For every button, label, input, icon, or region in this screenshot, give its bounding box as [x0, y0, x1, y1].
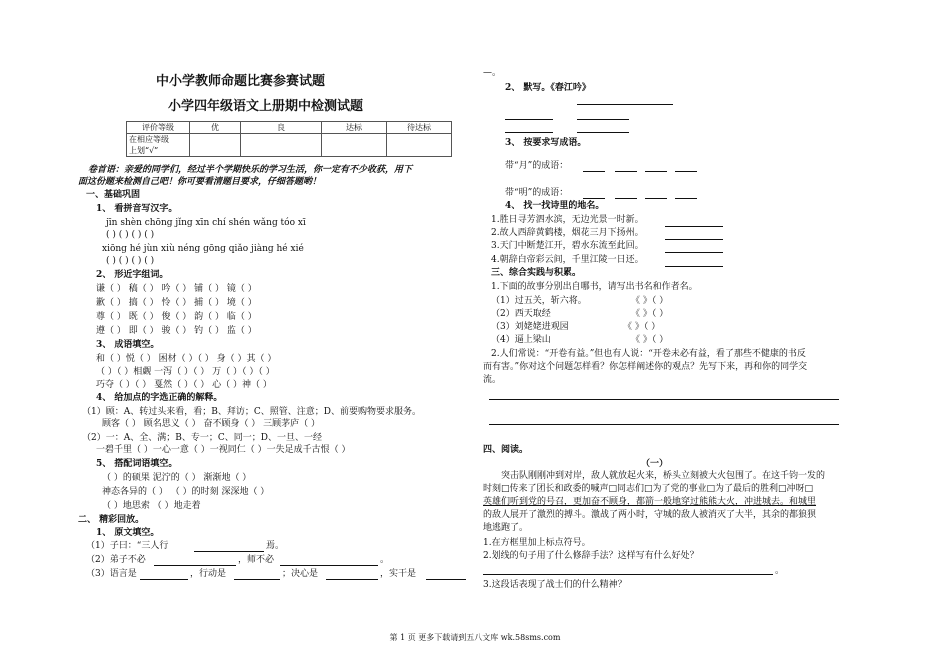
blank-line[interactable]: [194, 551, 264, 552]
answer-line[interactable]: [489, 424, 839, 425]
bright-idioms-label: 带“明”的成语：: [505, 188, 569, 198]
page-footer: 第 1 页 更多下载请到五八文库 wk.58sms.com: [389, 633, 561, 642]
blank-line[interactable]: [326, 579, 378, 580]
blank-line[interactable]: [577, 104, 673, 105]
reading-paragraph-underlined: 英雄们听到党的号召，更加奋不顾身，都箭一般地穿过熊熊大火，冲进城去。和城里: [483, 497, 817, 507]
reading-paragraph: 的敌人展开了激烈的搏斗。激战了两小时，守城的敌人被消灭了大半，其余的都狼狈: [483, 510, 817, 520]
blank-line[interactable]: [665, 226, 723, 227]
q1-heading: 1、 看拼音写汉字。: [96, 204, 178, 214]
continuation-mark: —。: [483, 68, 502, 78]
reading-question: 1.在方框里加上标点符号。: [483, 538, 591, 548]
poem-line: 2.故人西辞黄鹤楼，烟花三月下扬州。: [491, 228, 644, 238]
fill-line: （3）语言是: [86, 569, 137, 579]
collocation-row: （ ）地思索 （ ）地走着: [102, 501, 201, 511]
moon-idioms-label: 带“月”的成语：: [505, 161, 569, 171]
blank-line[interactable]: [577, 132, 629, 133]
poem-line: 4.朝辞白帝彩云间，千里江陵一日还。: [491, 255, 644, 265]
reading-question: 2.划线的句子用了什么修辞手法？这样写有什么好处？: [483, 551, 699, 561]
book-item: （4）逼上梁山: [491, 335, 551, 345]
fill-line: （2）弟子不必: [86, 555, 146, 565]
blank-line[interactable]: [675, 171, 697, 172]
fill-line-mid: ，师不必: [238, 555, 275, 565]
evaluation-table: [126, 121, 452, 157]
blank-line[interactable]: [665, 266, 723, 267]
def-row: （2）一：A、全、满；B、专一；C、同一；D、一旦、一经: [82, 433, 322, 443]
def-row: 顾客（ ） 顾名思义（ ） 奋不顾身（ ） 三顾茅庐（ ）: [102, 419, 321, 429]
section-1-heading: 一、基础巩固: [86, 190, 141, 200]
blank-line[interactable]: [140, 579, 188, 580]
book-answer: 《 》（ ）: [631, 335, 669, 345]
blank-line[interactable]: [665, 239, 723, 240]
book-answer: 《 》（ ）: [623, 322, 661, 332]
discussion-question: 2.人们常说：“开卷有益。”但也有人说：“开卷未必有益，看了那些不健康的书反: [491, 349, 806, 359]
blank-line[interactable]: [583, 171, 605, 172]
q6-heading: 1、 原文填空。: [96, 528, 160, 538]
discussion-question: 流。: [483, 375, 502, 385]
blank-line[interactable]: [583, 198, 605, 199]
q4-heading: 4、 给加点的字选正确的解释。: [96, 393, 223, 403]
answer-brackets: ( ) ( ) ( ) ( ): [106, 230, 155, 240]
eval-header: 评价等级: [127, 122, 190, 134]
blank-line[interactable]: [505, 132, 553, 133]
blank-line[interactable]: [577, 119, 629, 120]
blank-line[interactable]: [645, 198, 667, 199]
answer-line[interactable]: [489, 399, 839, 400]
reading-paragraph: 地逃跑了。: [483, 523, 529, 533]
q4-heading: 4、 找一找诗里的地名。: [505, 201, 605, 211]
blank-line[interactable]: [615, 198, 637, 199]
section-2-heading: 二、 精彩回放。: [78, 515, 145, 525]
eval-header: 达标: [322, 122, 387, 134]
eval-cell[interactable]: [190, 134, 241, 157]
def-row: （1）顾：A、转过头来看，看；B、拜访；C、照管、注意；D、前要购物要求服务。: [82, 407, 421, 417]
idiom-row: （ ）（ ）相觑 一泻（ ）（ ） 万（ ）（ ）（ ）: [96, 367, 275, 377]
book-item: （3）刘姥姥进观园: [491, 322, 569, 332]
idiom-row: 巧夺（ ）（ ） 戛然（ ）（ ） 心（ ）神（ ）: [96, 380, 272, 390]
q2-heading: 2、 形近字组词。: [96, 270, 169, 280]
blank-line[interactable]: [615, 171, 637, 172]
char-row: 歉（ ） 搞（ ） 怜（ ） 捕（ ） 境（ ）: [96, 298, 257, 308]
pinyin-row-1: jīn shèn chōng jǐng xīn chí shén wǎng tóo xī: [106, 218, 306, 228]
blank-line[interactable]: [505, 119, 553, 120]
eval-header: 待达标: [387, 122, 452, 134]
poem-line: 1.胜日寻芳泗水滨，无边光景一时新。: [491, 215, 644, 225]
eval-cell[interactable]: [322, 134, 387, 157]
fill-line-mid: ；决心是: [282, 569, 319, 579]
answer-line-end: 。: [775, 566, 785, 576]
blank-line[interactable]: [154, 565, 236, 566]
blank-line[interactable]: [234, 579, 280, 580]
answer-brackets: ( ) ( ) ( ) ( ): [106, 256, 155, 266]
book-item: （1）过五关，斩六将。: [491, 296, 587, 306]
fill-line-end: 。: [380, 555, 390, 565]
poem-line: 3.天门中断楚江开，碧水东流至此回。: [491, 241, 644, 251]
blank-line[interactable]: [645, 171, 667, 172]
fill-line-end: 焉。: [266, 541, 285, 551]
blank-line[interactable]: [665, 252, 723, 253]
book-answer: 《 》（ ）: [631, 296, 669, 306]
title-exam: 小学四年级语文上册期中检测试题: [168, 99, 364, 114]
fill-line-mid: ，行动是: [190, 569, 227, 579]
book-item: （2）西天取经: [491, 309, 551, 319]
book-answer: 《 》（ ）: [631, 309, 669, 319]
section-3-heading: 三、综合实践与积累。: [491, 268, 582, 278]
book-question: 1.下面的故事分别出自哪书，请写出书名和作者名。: [491, 282, 698, 292]
q3-heading: 3、 成语填空。: [96, 340, 160, 350]
eval-header: 优: [190, 122, 241, 134]
q5-heading: 5、 搭配词语填空。: [96, 459, 178, 469]
q3-heading: 3、 按要求写成语。: [505, 138, 587, 148]
title-contest: 中小学教师命题比赛参赛试题: [156, 74, 326, 89]
q2-heading: 2、 默写。《春江吟》: [505, 83, 591, 93]
pinyin-row-2: xiōng hé jùn xiù néng gōng qiǎo jiàng hé xié: [102, 244, 304, 254]
char-row: 遵（ ） 即（ ） 骏（ ） 钓（ ） 监（ ）: [96, 326, 257, 336]
eval-cell[interactable]: [241, 134, 322, 157]
reading-title: （一）: [641, 459, 669, 469]
blank-line[interactable]: [675, 198, 697, 199]
char-row: 尊（ ） 既（ ） 俊（ ） 韵（ ） 临（ ）: [96, 312, 257, 322]
fill-line-mid: ，实干是: [380, 569, 417, 579]
intro-line2: 面这份题来检测自己吧！你可要看清题目要求，仔细答题哟！: [78, 177, 322, 187]
section-4-heading: 四、阅读。: [483, 445, 529, 455]
eval-row-label: 在相应等级 上划“√”: [127, 134, 190, 157]
reading-paragraph: 时刻□传来了团长和政委的喊声□同志们□为了党的事业□为了最后的胜利□冲呀□: [483, 484, 814, 494]
fill-line: （1）子曰：“三人行: [86, 541, 169, 551]
reading-paragraph: 突击队刚刚冲到对岸，敌人就放起火来，桥头立刻被大火包围了。在这千钧一发的: [501, 471, 826, 481]
char-row: 谦（ ） 稿（ ） 吟（ ） 铺（ ） 镜（ ）: [96, 284, 257, 294]
answer-line[interactable]: [483, 574, 773, 575]
collocation-row: 神态各异的（ ） （ ）的时刻 深深地（ ）: [102, 487, 270, 497]
intro-line1: 卷首语：亲爱的同学们，经过半个学期快乐的学习生活，你一定有不少收获，用下: [88, 165, 413, 175]
def-row: 一碧千里（ ）一心一意（ ）一视同仁（ ）一失足成千古恨（ ）: [96, 445, 351, 455]
idiom-row: 和（ ）悦（ ） 困材（ ）（ ） 身（ ）其（ ）: [96, 354, 277, 364]
eval-cell[interactable]: [387, 134, 452, 157]
collocation-row: （ ）的硕果 泥泞的（ ） 渐渐地（ ）: [102, 473, 252, 483]
reading-question: 3.这段话表现了战士们的什么精神？: [483, 580, 627, 590]
blank-line[interactable]: [280, 565, 378, 566]
blank-line[interactable]: [426, 579, 466, 580]
eval-header: 良: [241, 122, 322, 134]
discussion-question: 而有害。”你对这个问题怎样看？你怎样阐述你的观点？先写下来，再和你的同学交: [483, 362, 808, 372]
